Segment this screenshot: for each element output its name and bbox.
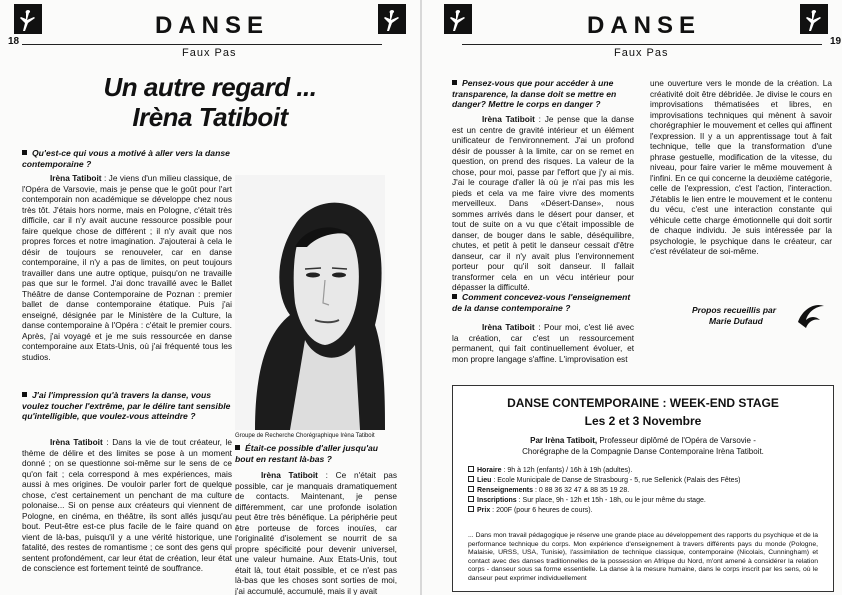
teacher-credentials: Professeur diplômé de l'Opéra de Varsovie -: [597, 436, 756, 445]
detail-value: : 0 88 36 32 47 & 88 35 19 28.: [533, 487, 630, 494]
detail-value: : 200F (pour 6 heures de cours).: [490, 507, 593, 514]
answer-2-text: : Dans la vie de tout créateur, le thème de délire et des limites se pose à un moment donné ; on se questionne soi-même sur le sens de ce qu'on fait ; cela correspond à mes expériences, mais aussi à mes origines. De vouloir parler fort de quelque chose, c'est certainement un penchant de ma culture polonaise... Si on pense aux créateurs qui viennent de Pologne, en cinéma, en théâtre, ils sont allés jusqu'au bout. Peut-être est-ce plus facile de le faire quand on vient de là-bas, puisqu'il y a une vérité historique, une fatalité, des restes de romantisme ; ce sont des gens qui sentent profondément, car leur état de création, leur état de conscience est fortement teinté de souffrance.: [22, 437, 232, 573]
question-2-text: J'ai l'impression qu'à travers la danse, vous voulez toucher l'extrême, par le délire tant sensible qu'intelligible, que voulez-vous atteindre ?: [22, 390, 231, 421]
teacher-name: Par Irèna Tatiboit,: [530, 436, 598, 445]
article-title: Un autre regard ...: [103, 72, 317, 102]
question-4: [452, 78, 634, 110]
question-1-text: Qu'est-ce qui vous a motivé à aller vers la danse contemporaine ?: [22, 148, 230, 169]
detail-row: [468, 506, 593, 515]
detail-value: : 9h à 12h (enfants) / 16h à 19h (adultes).: [501, 467, 633, 474]
dancer-logo-icon: [14, 4, 42, 34]
speaker-name: Irèna Tatiboit: [261, 470, 318, 480]
stage-teacher: [453, 436, 833, 445]
answer-5-continued: une ouverture vers le monde de la création. La créativité doit être débridée. Je divise le cours en improvisations thématisées et libres, en improvisations techniques qui mènent à savoir chorégraphier le mouvement et celles qui affinent l'expression. Il y a un apprentissage tout à fait technique, telle que la transformation d'une phrase gestuelle, modification de la vitesse, du niveau, pour faire varier le même mouvement à l'infini. En ce qui concerne la deuxième catégorie, celle de l'expression, c'est l'action, l'interaction. J'établis le lien entre le mouvement et le contenu du vécu, c'est une interaction constante qui véhicule cette charge émotionnelle qui doit sortir de chaque individu. Je suis intéressée par la psychologie, le psychique dans le créateur, car c'est révélateur de soi-même.: [650, 78, 832, 256]
detail-row: [468, 476, 740, 485]
speaker-name: Irèna Tatiboit: [482, 322, 535, 332]
dancer-logo-icon: [444, 4, 472, 34]
checkbox-icon: [468, 496, 474, 502]
answer-4: [452, 114, 634, 293]
dancer-logo-icon: [800, 4, 828, 34]
page-number: 18: [8, 36, 20, 47]
swan-logo-icon: [792, 296, 828, 332]
detail-value: : Sur place, 9h - 12h et 15h - 18h, ou le jour même du stage.: [516, 497, 706, 504]
detail-row: [468, 486, 629, 495]
question-4-text: Pensez-vous que pour accéder à une transparence, la danse doit se mettre en danger? Mettre le corps en danger ?: [452, 78, 617, 109]
article-subtitle: Irèna Tatiboit: [132, 102, 288, 132]
detail-key: Renseignements: [477, 487, 534, 494]
stage-dates: Les 2 et 3 Novembre: [584, 414, 702, 428]
answer-3-text: : Ce n'était pas possible, car je manquais dramatiquement de contacts. Maintenant, je pense différemment, car une profonde isolation peut être très bénéfique. La périphérie peut être porteuse de forces inouïes, car l'originalité d'isolement se nourrit de sa propre spécificité pour devenir universel, une valeur humaine. Aux Etats-Unis, tout était là, tout était possible, et ce n'est pas là-bas que les choses sont sorties de moi, j'ai accumulé, accumulé, mais il y avait: [235, 470, 397, 595]
checkbox-icon: [468, 506, 474, 512]
section-title: DANSE: [155, 12, 270, 39]
speaker-name: Irèna Tatiboit: [482, 114, 535, 124]
section-subtitle: Faux Pas: [182, 47, 237, 59]
answer-4-text: : Je pense que la danse est un centre de gravité intérieur et un élément unificateur de l'environnement. J'ai un profond désir de pousser à la limite, car on se remet en question, on prend des risques. La valeur de la chose, pour moi, passe par l'effort que j'y ai mis. J'ai le courage d'aller là où je n'ai pas mis les pieds et cela va me faire vivre des moments merveilleux. Dans «Désert-Danse», nous sommes arrivés dans le désert pour danser, et tout de suite on a vu que c'était impossible de danser, de bouger dans le sable, déséquilibre, chutes, et petit à petit le danseur cessait d'être danseur, car il n'y avait plus l'environnement porteur pour qu'il soit danseur. Il fallait transformer cela en un vécu intérieur pour dépasser la difficulté.: [452, 114, 634, 292]
bullet-square-icon: [452, 294, 457, 299]
question-1: [22, 148, 242, 169]
question-5: [452, 292, 634, 313]
speaker-name: Irèna Tatiboit: [50, 173, 102, 183]
dancer-logo-icon: [378, 4, 406, 34]
checkbox-icon: [468, 476, 474, 482]
answer-1: [22, 173, 232, 362]
detail-key: Lieu: [477, 477, 492, 484]
photo-caption: Groupe de Recherche Chorégraphique Irèna Tatiboit: [235, 433, 375, 439]
credit-line: Propos recueillis par: [692, 305, 777, 315]
question-2: [22, 390, 232, 422]
detail-row: [468, 466, 632, 475]
stage-company: Chorégraphe de la Compagnie Danse Contemporaine Irèna Tatiboit.: [522, 447, 764, 456]
bullet-square-icon: [235, 445, 240, 450]
detail-key: Horaire: [477, 467, 502, 474]
page-number: 19: [830, 36, 842, 47]
section-title: DANSE: [587, 12, 702, 39]
question-3-text: Était-ce possible d'aller jusqu'au bout en restant là-bas ?: [235, 443, 379, 464]
answer-1-text: : Je viens d'un milieu classique, de l'Opéra de Varsovie, mais je pense que le goût pour l'art contemporain non académique se développe chez nous très tôt. J'étais hors norme, mais en Pologne, c'était très difficile, car il n'y avait aucune ressource possible pour faire quelque chose de différent ; il n'y avait que nos propres forces et notre imagination. J'ajouterai à cela le désir de toujours se renouveler, car en danse contemporaine, il n'y a pas de limites, on peut toujours travailler dans une autre optique, puisqu'on ne travaille pas que sur le formel. J'ai donc travaillé avec le Ballet Théâtre de danse Contemporaine de Poznan : premier ballet de danse contemporaine étatique. Puis j'ai enseigné, désignée par le Ministère de la Culture, la danse contemporaine à l'Opéra : c'était le premier cours. Après, j'ai voyagé et je me suis ressourcée en danse contemporaine aux Etats-Unis, où j'ai fréquenté tous les studios.: [22, 173, 232, 362]
bullet-square-icon: [452, 80, 457, 85]
bullet-square-icon: [22, 392, 27, 397]
portrait-photo: [235, 175, 385, 430]
header-rule: [462, 44, 822, 45]
answer-5-text: : Pour moi, c'est lié avec la création, car c'est un ressourcement permanent, qui fait continuellement évoluer, et mon propre langage s'affine. L'improvisation est: [452, 322, 634, 364]
checkbox-icon: [468, 466, 474, 472]
detail-row: [468, 496, 706, 505]
section-subtitle: Faux Pas: [614, 47, 669, 59]
left-page: [0, 0, 420, 595]
detail-key: Inscriptions: [477, 497, 517, 504]
stage-title: DANSE CONTEMPORAINE : WEEK-END STAGE: [507, 396, 779, 410]
answer-5: [452, 322, 634, 364]
header-rule: [22, 44, 382, 45]
answer-2: [22, 437, 232, 574]
question-3: [235, 443, 395, 464]
speaker-name: Irèna Tatiboit: [50, 437, 103, 447]
question-5-text: Comment concevez-vous l'enseignement de la danse contemporaine ?: [452, 292, 631, 313]
detail-key: Prix: [477, 507, 491, 514]
stage-announcement-box: [452, 385, 834, 592]
author-name: Marie Dufaud: [709, 316, 763, 326]
detail-value: : Ecole Municipale de Danse de Strasbourg - 5, rue Sellenick (Palais des Fêtes): [491, 477, 741, 484]
answer-3: [235, 470, 397, 595]
bullet-square-icon: [22, 150, 27, 155]
checkbox-icon: [468, 486, 474, 492]
teaching-statement: ... Dans mon travail pédagogique je réserve une grande place au développement des rapports du psychique et de la performance technique du corps. Mon expérience d'enseignement à travers différents pays du monde (Pologne, Malaisie, URSS, USA, Tunisie), l'assimilation de technique classique, contemporaine (Nicolais, Cunningham) et contact avec des danses traditionnelles de la possession en Afrique du Nord, m'ont amené à considérer la relation corps - danseur sous sa forme essentielle. La danse à la mesure humaine, dans le corps inscrit par les sens, où le danseur peut exprimer individuellement: [468, 532, 818, 582]
right-page: [422, 0, 842, 595]
